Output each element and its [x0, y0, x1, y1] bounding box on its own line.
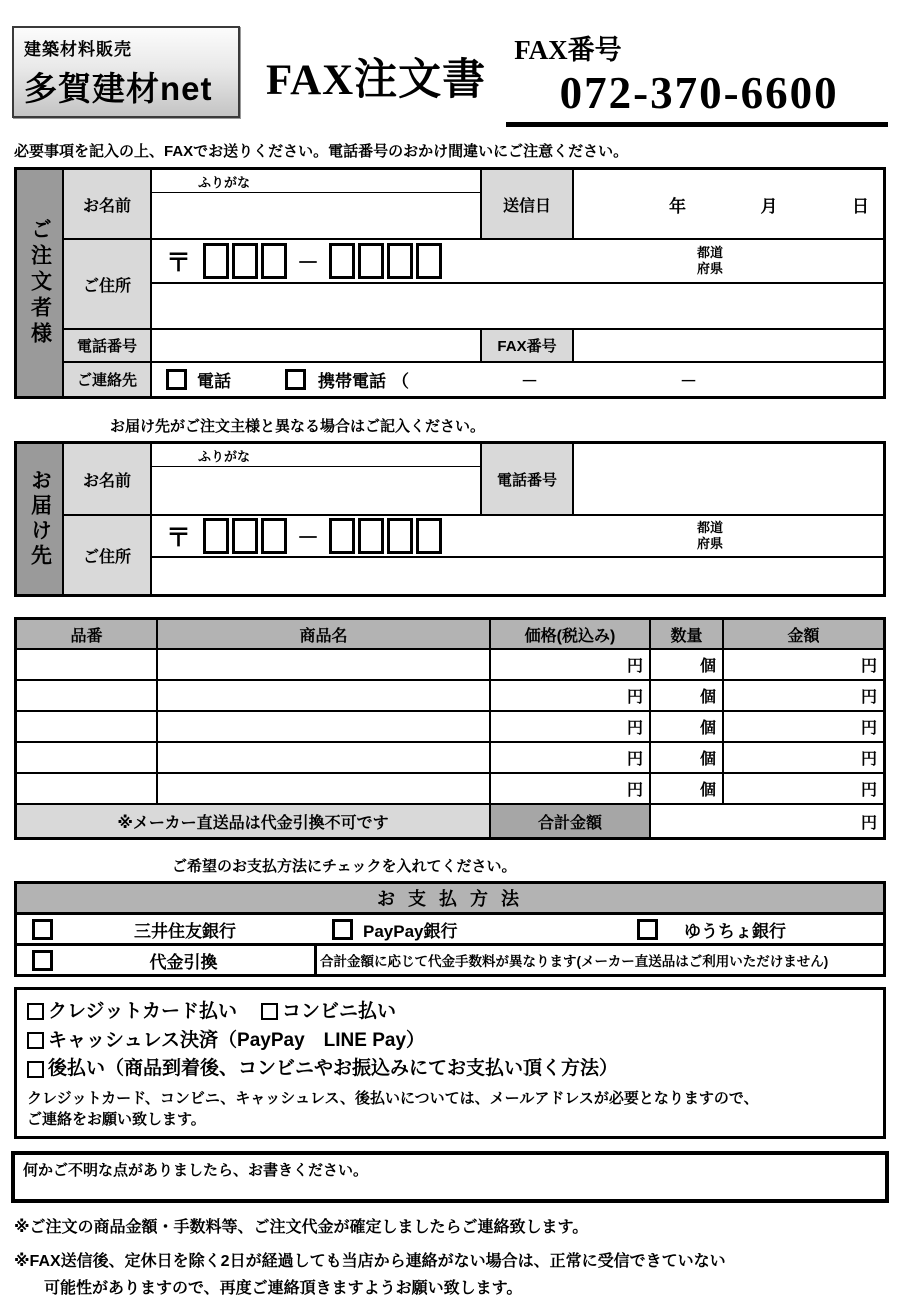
- fax-number-value: 072-370-6600: [506, 67, 888, 127]
- logo-company-name: 多賀建材net: [24, 70, 213, 107]
- orderer-fax-input-area[interactable]: [574, 330, 883, 363]
- item-number-cell[interactable]: [17, 774, 158, 805]
- delivery-address-input-area[interactable]: [152, 558, 883, 594]
- phone-checkbox[interactable]: [166, 369, 187, 390]
- price-cell[interactable]: [491, 774, 651, 805]
- total-amount-cell[interactable]: [651, 805, 883, 837]
- convenience-option: [261, 999, 396, 1025]
- payment-table: [14, 881, 886, 977]
- paypay-bank-label: PayPay銀行: [363, 921, 458, 941]
- delivery-table: [14, 441, 886, 597]
- cashless-checkbox[interactable]: [27, 1032, 44, 1049]
- prefecture-label-line2: 府県: [696, 536, 723, 551]
- piece-unit: 個: [699, 720, 716, 737]
- postal-digit-box[interactable]: [329, 243, 355, 279]
- amount-cell[interactable]: [724, 743, 883, 774]
- price-cell[interactable]: [491, 650, 651, 681]
- postal-dash: －: [297, 524, 320, 550]
- mobile-checkbox[interactable]: [285, 369, 306, 390]
- page-title: FAX注文書: [266, 57, 487, 104]
- yen-unit: 円: [626, 689, 643, 706]
- piece-unit: 個: [699, 658, 716, 675]
- postal-digit-box[interactable]: [232, 243, 258, 279]
- mobile-dash-2: －: [680, 372, 697, 391]
- orderer-address-input-area[interactable]: [152, 284, 883, 328]
- email-required-note-line1: クレジットカード、コンビニ、キャッシュレス、後払いについては、メールアドレスが必要となりますので、: [27, 1089, 759, 1107]
- bank-option-yucho: [622, 915, 883, 943]
- yen-unit: 円: [860, 720, 877, 737]
- total-amount-label: 合計金額: [491, 805, 651, 837]
- cashless-label: キャッシュレス決済（PayPay LINE Pay）: [48, 1029, 426, 1051]
- send-date-field[interactable]: [574, 170, 883, 240]
- quantity-cell[interactable]: [651, 774, 724, 805]
- yen-unit: 円: [626, 720, 643, 737]
- direct-shipping-note: ※メーカー直送品は代金引換不可です: [17, 805, 491, 837]
- prefecture-label-line1: 都道: [696, 244, 723, 260]
- cod-fee-note: 合計金額に応じて代金手数料が異なります(メーカー直送品はご利用いただけません): [314, 946, 883, 974]
- year-label: 年: [669, 196, 686, 216]
- postal-digit-box[interactable]: [329, 518, 355, 554]
- yen-unit: 円: [860, 751, 877, 768]
- product-name-cell[interactable]: [158, 743, 491, 774]
- orderer-table: [14, 167, 886, 399]
- fax-number-label: FAX番号: [514, 35, 622, 65]
- mobile-paren: （: [392, 372, 409, 391]
- delivery-postal-boxes-4: [329, 518, 442, 554]
- amount-cell[interactable]: [724, 681, 883, 712]
- product-name-cell[interactable]: [158, 681, 491, 712]
- col-header-amount: 金額: [724, 620, 883, 650]
- send-date-label: 送信日: [482, 170, 574, 240]
- postal-digit-box[interactable]: [203, 518, 229, 554]
- orderer-furigana-label: ふりがな: [152, 170, 480, 193]
- extra-option-line-3: [27, 1056, 873, 1082]
- orderer-name-field[interactable]: [152, 170, 482, 240]
- footer-note-2-continued: 可能性がありますので、再度ご連絡頂きますようお願い致します。: [44, 1279, 523, 1297]
- footer-note-1: ※ご注文の商品金額・手数料等、ご注文代金が確定しましたらご連絡致します。: [14, 1218, 589, 1236]
- cod-option: [17, 946, 314, 974]
- paypay-bank-checkbox[interactable]: [332, 919, 353, 940]
- contact-phone-label: 電話: [197, 372, 231, 391]
- delivery-side-label: お届け先: [17, 444, 64, 594]
- delivery-address-field[interactable]: [152, 516, 883, 594]
- piece-unit: 個: [699, 689, 716, 706]
- item-number-cell[interactable]: [17, 650, 158, 681]
- orderer-name-label: お名前: [64, 170, 152, 240]
- postal-digit-box[interactable]: [416, 518, 442, 554]
- email-required-note-line2: ご連絡をお願い致します。: [27, 1110, 206, 1128]
- orderer-name-input-area[interactable]: [152, 193, 480, 238]
- extra-payment-options-box: [14, 987, 886, 1139]
- credit-card-label: クレジットカード払い: [48, 1001, 237, 1022]
- col-header-product-name: 商品名: [158, 620, 491, 650]
- contact-method-field: [152, 363, 883, 396]
- yucho-label: ゆうちょ銀行: [684, 921, 786, 941]
- header: [0, 0, 900, 127]
- postal-digit-box[interactable]: [261, 518, 287, 554]
- delivery-furigana-label: ふりがな: [152, 444, 480, 467]
- postal-digit-box[interactable]: [387, 243, 413, 279]
- item-number-cell[interactable]: [17, 681, 158, 712]
- yen-unit: 円: [860, 782, 877, 799]
- payment-header: お 支 払 方 法: [17, 884, 883, 912]
- product-name-cell[interactable]: [158, 712, 491, 743]
- mobile-dash-1: －: [521, 372, 538, 391]
- convenience-checkbox[interactable]: [261, 1003, 278, 1020]
- form-instruction: 必要事項を記入の上、FAXでお送りください。電話番号のおかけ間違いにご注意ください。: [14, 143, 629, 160]
- quantity-cell[interactable]: [651, 743, 724, 774]
- postal-digit-box[interactable]: [358, 243, 384, 279]
- yen-unit: 円: [626, 782, 643, 799]
- yen-unit: 円: [860, 658, 877, 675]
- postal-dash: －: [297, 249, 320, 275]
- bank-options-row: [17, 912, 883, 943]
- yucho-checkbox[interactable]: [637, 919, 658, 940]
- deferred-payment-label: 後払い（商品到着後、コンビニやお振込みにてお支払い頂く方法）: [48, 1058, 619, 1080]
- price-cell[interactable]: [491, 712, 651, 743]
- price-cell[interactable]: [491, 743, 651, 774]
- smbc-checkbox[interactable]: [32, 919, 53, 940]
- cod-checkbox[interactable]: [32, 950, 53, 971]
- contact-method-label: ご連絡先: [64, 363, 152, 396]
- orderer-postal-boxes-4: [329, 243, 442, 279]
- product-name-cell[interactable]: [158, 650, 491, 681]
- prefecture-label: [697, 520, 723, 553]
- delivery-note: お届け先がご注文主様と異なる場合はご記入ください。: [110, 418, 486, 435]
- prefecture-label: [697, 245, 723, 278]
- email-required-note: [27, 1088, 873, 1130]
- col-header-item-number: 品番: [17, 620, 158, 650]
- extra-option-line-2: [27, 1028, 873, 1054]
- orderer-postal-boxes-3: [203, 243, 287, 279]
- yen-unit: 円: [860, 689, 877, 706]
- yen-unit: 円: [860, 814, 877, 832]
- company-logo: [12, 26, 240, 118]
- inquiry-box[interactable]: [11, 1151, 889, 1203]
- delivery-name-label: お名前: [64, 444, 152, 516]
- quantity-cell[interactable]: [651, 712, 724, 743]
- smbc-label: 三井住友銀行: [134, 921, 236, 941]
- quantity-cell[interactable]: [651, 681, 724, 712]
- col-header-price: 価格(税込み): [491, 620, 651, 650]
- product-table: [14, 617, 886, 840]
- amount-cell[interactable]: [724, 650, 883, 681]
- postal-digit-box[interactable]: [358, 518, 384, 554]
- orderer-postal-row: [152, 240, 883, 284]
- delivery-phone-input-area[interactable]: [574, 444, 883, 516]
- piece-unit: 個: [699, 751, 716, 768]
- postal-digit-box[interactable]: [261, 243, 287, 279]
- orderer-phone-input-area[interactable]: [152, 330, 482, 363]
- item-number-cell[interactable]: [17, 712, 158, 743]
- month-label: 月: [760, 196, 778, 216]
- prefecture-label-line2: 府県: [696, 261, 723, 276]
- footer-note-2: ※FAX送信後、定休日を除く2日が経過しても当店から連絡がない場合は、正常に受信できていない: [14, 1252, 726, 1270]
- orderer-address-field[interactable]: [152, 240, 883, 330]
- orderer-fax-label: FAX番号: [482, 330, 574, 363]
- postal-mark-icon: 〒: [166, 524, 192, 552]
- inquiry-label: 何かご不明な点がありましたら、お書きください。: [23, 1161, 369, 1179]
- orderer-address-label: ご住所: [64, 240, 152, 330]
- cod-label: 代金引換: [149, 952, 218, 972]
- orderer-side-label: ご注文者様: [17, 170, 64, 396]
- bank-option-paypay: [317, 915, 622, 943]
- cod-row: [17, 943, 883, 974]
- orderer-phone-label: 電話番号: [64, 330, 152, 363]
- postal-digit-box[interactable]: [416, 243, 442, 279]
- extra-option-line-1: [27, 999, 873, 1025]
- delivery-name-field[interactable]: [152, 444, 482, 516]
- yen-unit: 円: [626, 658, 643, 675]
- prefecture-label-line1: 都道: [696, 519, 723, 535]
- deferred-payment-checkbox[interactable]: [27, 1061, 44, 1078]
- amount-cell[interactable]: [724, 712, 883, 743]
- day-label: 日: [852, 196, 869, 216]
- logo-tagline: 建築材料販売: [24, 40, 132, 59]
- amount-cell[interactable]: [724, 774, 883, 805]
- yen-unit: 円: [626, 751, 643, 768]
- postal-digit-box[interactable]: [203, 243, 229, 279]
- fax-number-block: [506, 28, 888, 127]
- product-name-cell[interactable]: [158, 774, 491, 805]
- credit-card-checkbox[interactable]: [27, 1003, 44, 1020]
- piece-unit: 個: [699, 782, 716, 799]
- postal-digit-box[interactable]: [387, 518, 413, 554]
- payment-note: ご希望のお支払方法にチェックを入れてください。: [172, 858, 517, 875]
- delivery-postal-boxes-3: [203, 518, 287, 554]
- col-header-quantity: 数量: [651, 620, 724, 650]
- delivery-phone-label: 電話番号: [482, 444, 574, 516]
- price-cell[interactable]: [491, 681, 651, 712]
- delivery-name-input-area[interactable]: [152, 467, 480, 514]
- bank-option-smbc: [17, 915, 317, 943]
- convenience-label: コンビニ払い: [281, 1001, 396, 1022]
- contact-mobile-label: 携帯電話: [318, 372, 386, 391]
- delivery-address-label: ご住所: [64, 516, 152, 594]
- postal-mark-icon: 〒: [166, 249, 192, 277]
- quantity-cell[interactable]: [651, 650, 724, 681]
- postal-digit-box[interactable]: [232, 518, 258, 554]
- delivery-postal-row: [152, 516, 883, 558]
- item-number-cell[interactable]: [17, 743, 158, 774]
